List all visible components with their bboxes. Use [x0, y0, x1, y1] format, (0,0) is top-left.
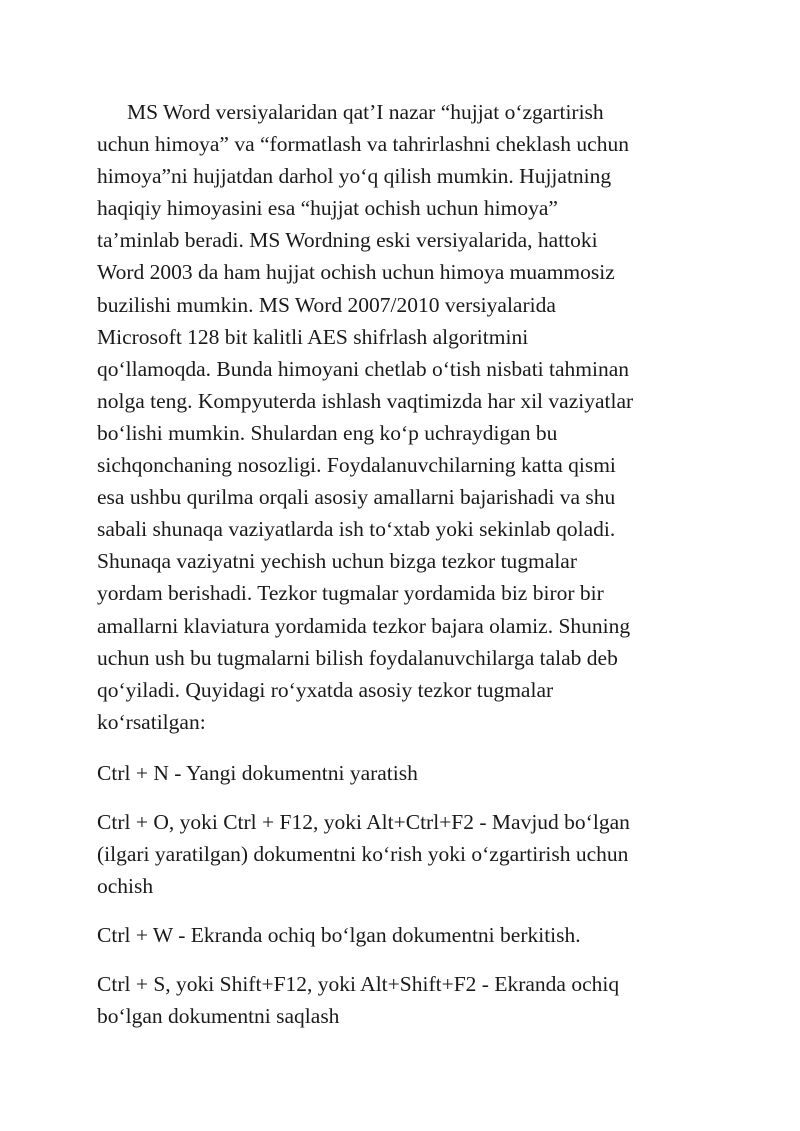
paragraph-line: Word 2003 da ham hujjat ochish uchun himoya muammosiz: [97, 260, 615, 285]
document-page: [97, 96, 707, 1033]
paragraph-line: ko‘rsatilgan:: [97, 709, 206, 734]
paragraph-line: haqiqiy himoyasini esa “hujjat ochish uchun himoya”: [97, 196, 558, 221]
intro-paragraph: [97, 96, 707, 738]
paragraph-line: bo‘lishi mumkin. Shulardan eng ko‘p uchraydigan bu: [97, 420, 558, 445]
shortcut-line: (ilgari yaratilgan) dokumentni ko‘rish yoki o‘zgartirish uchun: [97, 842, 629, 867]
paragraph-line: esa ushbu qurilma orqali asosiy amallarni bajarishadi va shu: [97, 485, 616, 510]
paragraph-line: Shunaqa vaziyatni yechish uchun bizga tezkor tugmalar: [97, 549, 578, 574]
paragraph-line: sichqonchaning nosozligi. Foydalanuvchilarning katta qismi: [97, 453, 616, 478]
paragraph-line: sabali shunaqa vaziyatlarda ish to‘xtab yoki sekinlab qoladi.: [97, 517, 616, 542]
shortcut-save-document: [97, 968, 707, 1032]
paragraph-line: himoya”ni hujjatdan darhol yo‘q qilish mumkin. Hujjatning: [97, 164, 612, 189]
shortcut-line: Ctrl + O, yoki Ctrl + F12, yoki Alt+Ctrl+F2 - Mavjud bo‘lgan: [97, 809, 630, 834]
shortcut-line: Ctrl + S, yoki Shift+F12, yoki Alt+Shift+F2 - Ekranda ochiq: [97, 972, 620, 997]
shortcut-line: ochish: [97, 874, 154, 899]
paragraph-line: uchun himoya” va “formatlash va tahrirlashni cheklash uchun: [97, 132, 629, 157]
paragraph-line: uchun ush bu tugmalarni bilish foydalanuvchilarga talab deb: [97, 645, 618, 670]
shortcut-open-document: [97, 806, 707, 902]
paragraph-line: qo‘llamoqda. Bunda himoyani chetlab o‘tish nisbati tahminan: [97, 356, 630, 381]
shortcut-line: bo‘lgan dokumentni saqlash: [97, 1004, 340, 1029]
paragraph-line: qo‘yiladi. Quyidagi ro‘yxatda asosiy tezkor tugmalar: [97, 677, 554, 702]
paragraph-line: ta’minlab beradi. MS Wordning eski versiyalarida, hattoki: [97, 228, 598, 253]
paragraph-line: amallarni klaviatura yordamida tezkor bajara olamiz. Shuning: [97, 613, 631, 638]
paragraph-line: buzilishi mumkin. MS Word 2007/2010 versiyalarida: [97, 292, 556, 317]
shortcut-line: Ctrl + W - Ekranda ochiq bo‘lgan dokumentni berkitish.: [97, 923, 581, 948]
paragraph-line: Microsoft 128 bit kalitli AES shifrlash algoritmini: [97, 324, 529, 349]
shortcut-close-document: [97, 919, 707, 951]
paragraph-line: MS Word versiyalaridan qat’I nazar “hujjat o‘zgartirish: [127, 100, 604, 124]
shortcut-new-document: [97, 757, 707, 789]
shortcut-line: Ctrl + N - Yangi dokumentni yaratish: [97, 760, 418, 785]
paragraph-line: yordam berishadi. Tezkor tugmalar yordamida biz biror bir: [97, 581, 604, 606]
paragraph-line: nolga teng. Kompyuterda ishlash vaqtimizda har xil vaziyatlar: [97, 388, 634, 413]
